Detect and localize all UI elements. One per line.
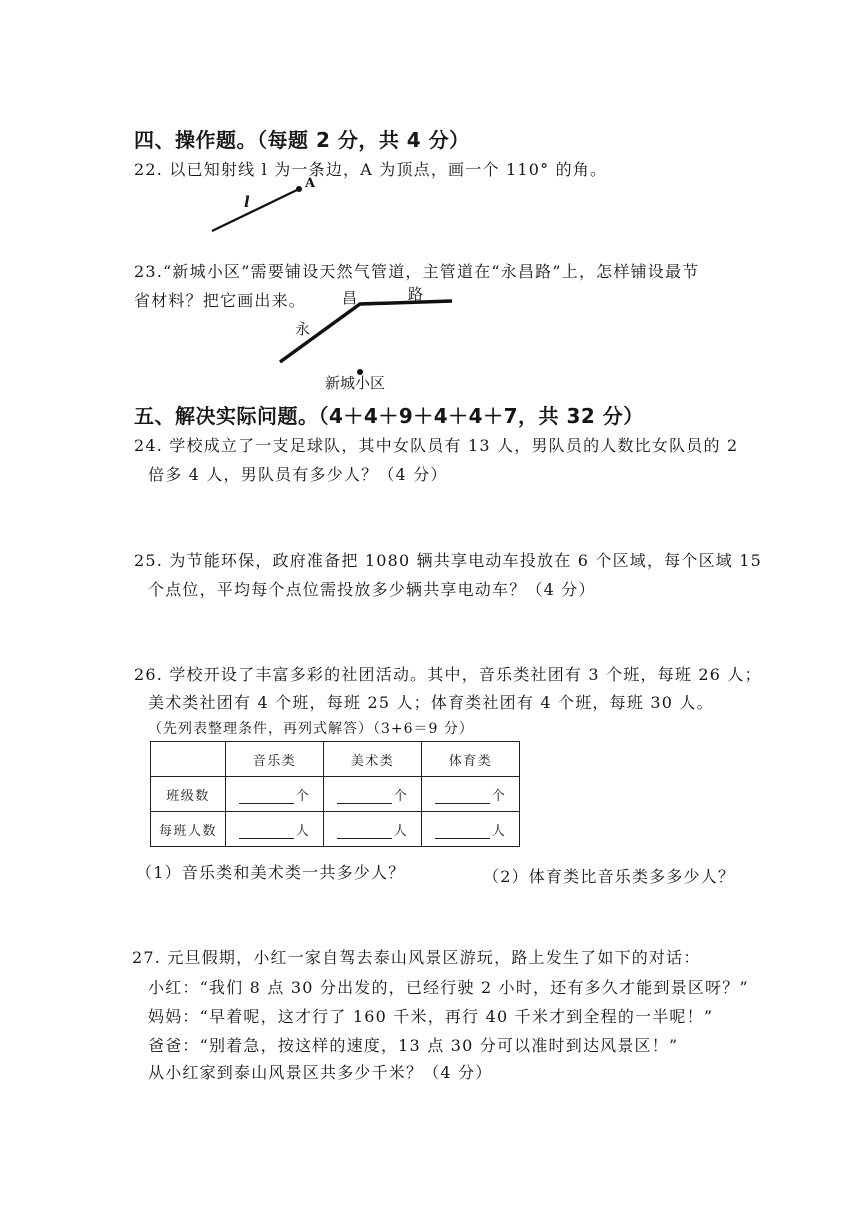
answer-cell[interactable] [324,812,422,847]
unit-label: 人 [393,823,409,839]
answer-cell[interactable] [226,812,324,847]
road-char-chang: 昌 [342,289,358,307]
question-22-ray-figure [200,175,340,240]
vertex-point-a [296,186,302,192]
table-row-class-count [151,777,520,812]
question-27-dialogue-dad: 爸爸：“别着急，按这样的速度，13 点 30 分可以准时到达风景区！” [148,1036,679,1055]
answer-blank[interactable] [337,824,392,839]
question-26-line2: 美术类社团有 4 个班，每班 25 人；体育类社团有 4 个班，每班 30 人。 [148,693,714,712]
point-label: A [305,176,316,191]
unit-label: 人 [295,823,311,839]
question-24-line2: 倍多 4 人，男队员有多少人？（4 分） [148,465,448,484]
question-26-sub2: （2）体育类比音乐类多多少人？ [483,867,736,886]
unit-label: 人 [491,823,507,839]
answer-blank[interactable] [337,789,392,804]
question-23-line2: 省材料？把它画出来。 [134,291,307,310]
answer-cell[interactable] [324,777,422,812]
unit-label: 个 [393,788,409,804]
question-27-dialogue-mom: 妈妈：“早着呢，这才行了 160 千米，再行 40 千米才到全程的一半呢！” [148,1007,714,1026]
answer-blank[interactable] [239,824,294,839]
road-char-yong: 永 [295,320,311,338]
answer-blank[interactable] [435,824,490,839]
answer-cell[interactable] [422,777,520,812]
question-25-line2: 个点位，平均每个点位需投放多少辆共享电动车？（4 分） [148,580,596,599]
table-header-corner [151,742,226,777]
answer-cell[interactable] [422,812,520,847]
table-header-music: 音乐类 [226,742,324,777]
table-header-art: 美术类 [324,742,422,777]
answer-blank[interactable] [435,789,490,804]
question-27-dialogue-xiaohong: 小红：“我们 8 点 30 分出发的，已经行驶 2 小时，还有多久才能到景区呀？” [148,978,749,997]
section-4-title: 四、操作题。（每题 2 分，共 4 分） [134,128,470,152]
road-char-lu: 路 [408,285,424,303]
unit-label: 个 [491,788,507,804]
ray-l [212,189,299,231]
question-26-instruction: （先列表整理条件，再列式解答）（3+6＝9 分） [148,721,474,737]
row-label-students-per-class: 每班人数 [151,812,226,847]
question-23-line1: 23.“新城小区”需要铺设天然气管道，主管道在“永昌路”上，怎样铺设最节 [134,262,700,281]
section-5-title: 五、解决实际问题。（4＋4＋9＋4＋4＋7，共 32 分） [134,404,644,428]
question-26-line1: 26. 学校开设了丰富多彩的社团活动。其中，音乐类社团有 3 个班，每班 26 人； [134,665,762,684]
question-25-line1: 25. 为节能环保，政府准备把 1080 辆共享电动车投放在 6 个区域，每个区域 15 [134,551,763,570]
question-22-text: 22. 以已知射线 l 为一条边，A 为顶点，画一个 110° 的角。 [134,160,608,179]
answer-cell[interactable] [226,777,324,812]
xincheng-label: 新城小区 [325,374,386,392]
table-header-row [151,742,520,777]
question-27-line1: 27. 元旦假期，小红一家自驾去泰山风景区游玩，路上发生了如下的对话： [132,948,701,967]
question-26-sub1: （1）音乐类和美术类一共多少人？ [136,863,406,882]
table-row-students-per-class [151,812,520,847]
question-27-line5: 从小红家到泰山风景区共多少千米？（4 分） [148,1063,493,1082]
answer-blank[interactable] [239,789,294,804]
ray-label: l [244,193,250,211]
club-data-table [150,741,520,847]
unit-label: 个 [295,788,311,804]
row-label-class-count: 班级数 [151,777,226,812]
table-header-sports: 体育类 [422,742,520,777]
question-24-line1: 24. 学校成立了一支足球队，其中女队员有 13 人，男队员的人数比女队员的 2 [134,436,739,455]
